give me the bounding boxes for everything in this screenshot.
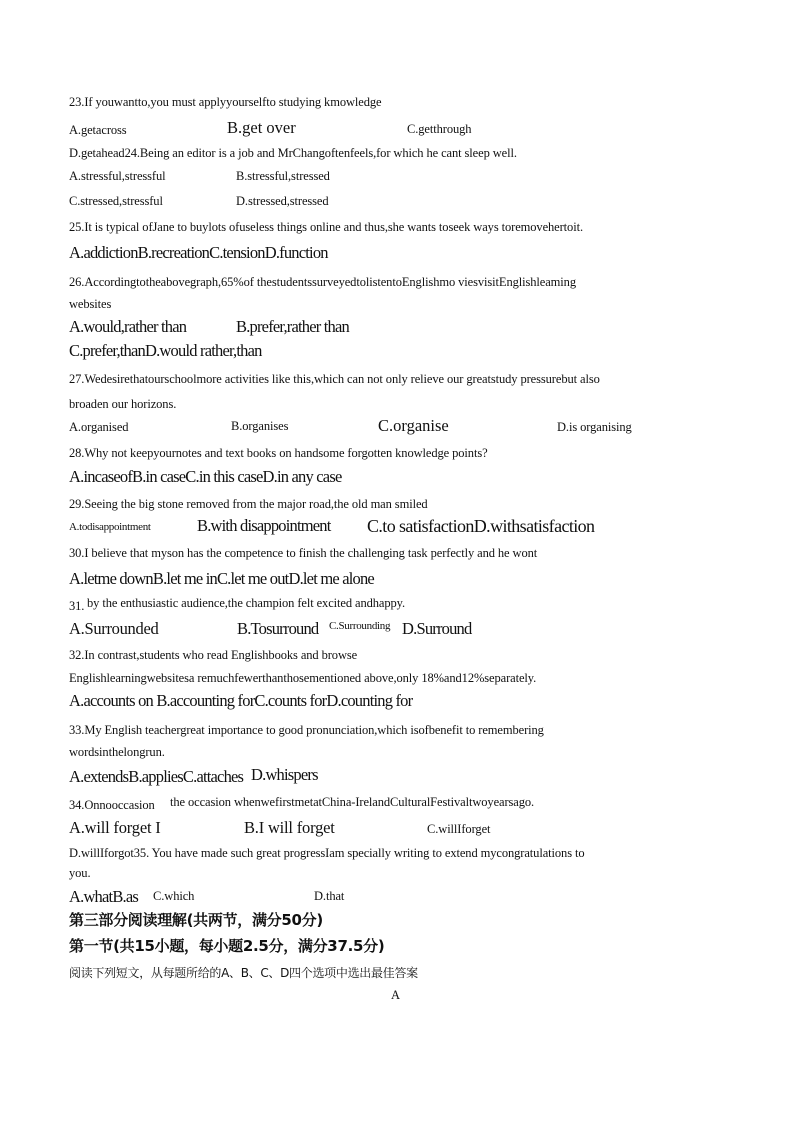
part-three-heading: 第三部分阅读理解(共两节，满分50分) xyxy=(69,911,323,929)
options-32: A.accounts on B.accounting forC.counts forD.counting for xyxy=(69,691,413,710)
question-33: 33.My English teachergreat importance to good pronunciation,which isofbenefit to remembering xyxy=(69,723,544,737)
option-23c: C.getthrough xyxy=(407,122,472,136)
option-24b: B.stressful,stressed xyxy=(236,169,330,183)
option-31d: D.Surround xyxy=(402,619,472,638)
question-28: 28.Why not keepyournotes and text books on handsome forgotten knowledge points? xyxy=(69,446,488,460)
option-26a: A.would,rather than xyxy=(69,317,187,336)
option-24a: A.stressful,stressful xyxy=(69,169,166,183)
question-25: 25.It is typical ofJane to buylots ofuseless things online and thus,she wants toseek ways toremovehertoit. xyxy=(69,220,583,234)
question-31: by the enthusiastic audience,the champion felt excited andhappy. xyxy=(87,596,406,610)
options-28: A.incaseofB.in caseC.in this caseD.in any case xyxy=(69,467,342,486)
option-23a: A.getacross xyxy=(69,123,127,137)
options-29cd: C.to satisfactionD.withsatisfaction xyxy=(367,516,595,536)
option-23b: B.get over xyxy=(227,118,296,137)
options-25: A.addictionB.recreationC.tensionD.function xyxy=(69,243,328,262)
question-35: D.willIforgot35. You have made such great progressIam specially writing to extend mycongratulations to xyxy=(69,846,585,860)
options-30: A.letme downB.let me inC.let me outD.let me alone xyxy=(69,569,374,588)
question-27-cont: broaden our horizons. xyxy=(69,397,177,411)
question-24: D.getahead24.Being an editor is a job and MrChangoftenfeels,for which he cant sleep well. xyxy=(69,146,517,160)
option-31b: B.Tosurround xyxy=(237,619,319,638)
option-24c: C.stressed,stressful xyxy=(69,194,163,208)
question-34: the occasion whenwefirstmetatChina-IrelandCulturalFestivaltwoyearsago. xyxy=(170,795,535,809)
passage-label-a: A xyxy=(391,988,400,1002)
question-23: 23.If youwantto,you must applyyourselfto studying kmowledge xyxy=(69,95,382,109)
option-27a: A.organised xyxy=(69,420,129,434)
question-29: 29.Seeing the big stone removed from the major road,the old man smiled xyxy=(69,497,428,511)
options-33abc: A.extendsB.appliesC.attaches xyxy=(69,767,244,786)
question-33-cont: wordsinthelongrun. xyxy=(69,745,165,759)
section-one-heading: 第一节(共15小题，每小题2.5分，满分37.5分) xyxy=(69,937,385,955)
question-27: 27.Wedesirethatourschoolmore activities like this,which can not only relieve our greatstudy pressurebut also xyxy=(69,372,600,386)
option-27d: D.is organising xyxy=(557,420,632,434)
option-27c: C.organise xyxy=(378,416,449,435)
question-34-prefix: 34.Onnooccasion xyxy=(69,798,155,812)
option-24d: D.stressed,stressed xyxy=(236,194,329,208)
question-35-cont: you. xyxy=(69,866,91,880)
option-33d: D.whispers xyxy=(251,765,318,784)
option-29a: A.todisappointment xyxy=(69,521,151,533)
question-32-cont: Englishlearningwebsitesa remuchfewerthanthosementioned above,only 18%and12%separately. xyxy=(69,671,537,685)
option-29b: B.with disappointment xyxy=(197,516,331,535)
question-32: 32.In contrast,students who read Englishbooks and browse xyxy=(69,648,358,662)
option-27b: B.organises xyxy=(231,419,289,433)
options-35ab: A.whatB.as xyxy=(69,887,138,906)
option-31a: A.Surrounded xyxy=(69,619,159,638)
question-31-number: 31. xyxy=(69,599,85,613)
option-35d: D.that xyxy=(314,889,345,903)
instruction-text: 阅读下列短文，从每题所给的A、B、C、D四个选项中选出最佳答案 xyxy=(69,966,418,980)
option-31c: C.Surrounding xyxy=(329,620,391,632)
option-35c: C.which xyxy=(153,889,195,903)
option-34b: B.I will forget xyxy=(244,818,335,837)
option-34a: A.will forget I xyxy=(69,818,161,837)
question-26-cont: websites xyxy=(69,297,112,311)
question-30: 30.I believe that myson has the competence to finish the challenging task perfectly and he wont xyxy=(69,546,538,560)
options-26cd: C.prefer,thanD.would rather,than xyxy=(69,341,262,360)
question-26: 26.Accordingtotheabovegraph,65%of thestudentssurveyedtolistentoEnglishmo viesvisitEnglishleaming xyxy=(69,275,576,289)
option-26b: B.prefer,rather than xyxy=(236,317,349,336)
option-34c: C.willIforget xyxy=(427,822,491,836)
